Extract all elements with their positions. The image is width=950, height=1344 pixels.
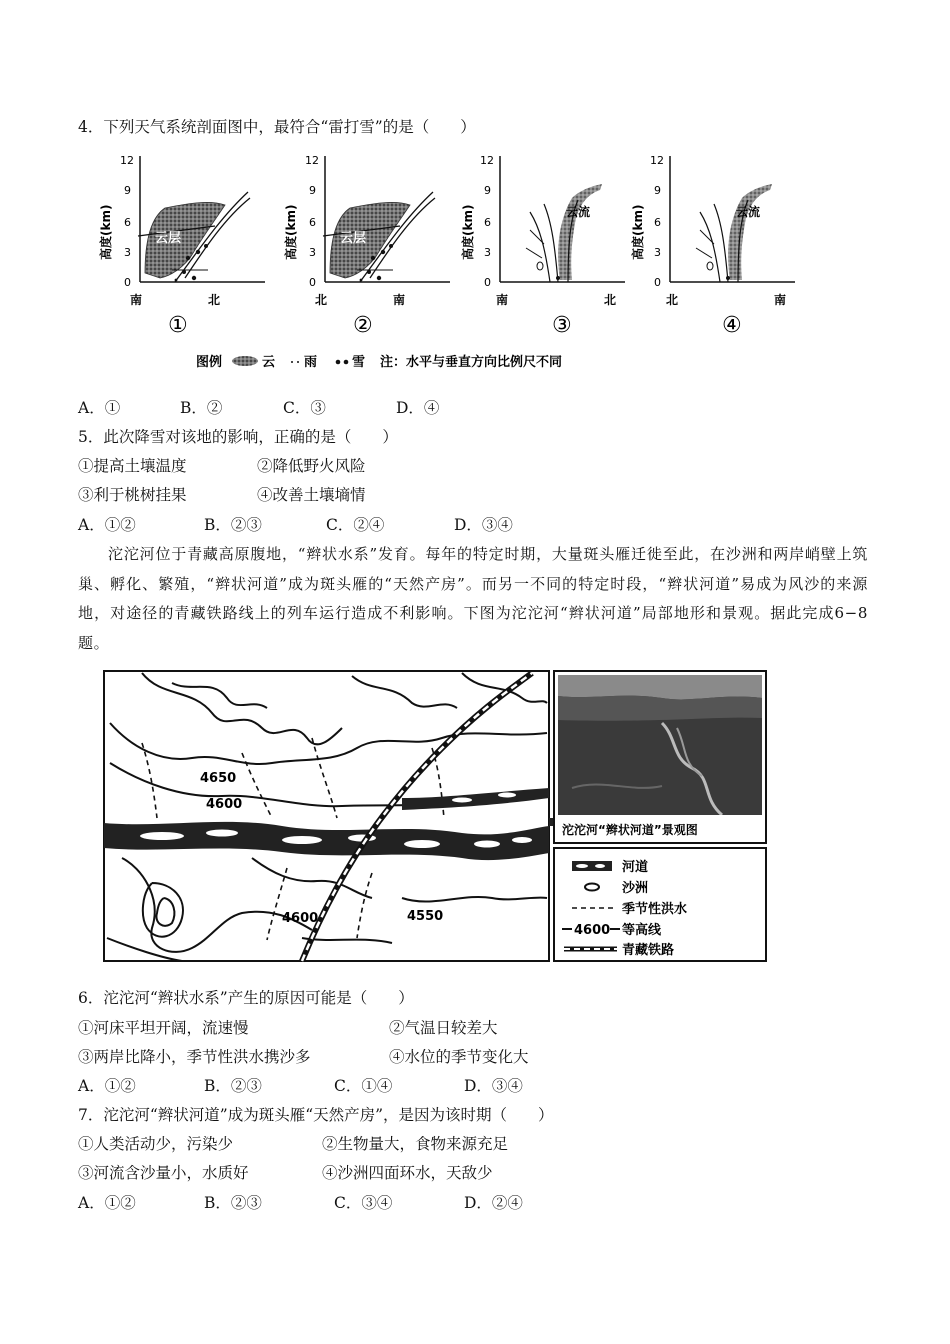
passage-text: 沱沱河位于青藏高原腹地，“辫状水系”发育。每年的特定时期，大量斑头雁迁徙至此，在沙洲和两岸峭壁上筑巢、孵化、繁殖，“辫状河道”成为斑头雁的“天然产房”。而另一不同的特定时段，“辫状河道”易成为风沙的来源地，对途径的青藏铁路线上的列车运行造成不利影响。下图为沱沱河“辫状河道”局部地形和景观。据此完成6−8题。 bbox=[78, 545, 868, 652]
q4-option-a: A．① bbox=[78, 399, 121, 417]
y-axis-label: 高度(km) bbox=[284, 204, 298, 260]
cloud-label: 云层 bbox=[340, 231, 367, 246]
landscape-photo bbox=[558, 675, 762, 839]
q6-item-2: ②气温日较差大 bbox=[389, 1019, 498, 1037]
photo-caption: 沱沱河“辫状河道”景观图 bbox=[562, 823, 698, 837]
q5-item-3: ③利于桃树挂果 bbox=[78, 486, 187, 504]
panel-number: ① bbox=[168, 313, 188, 338]
y-tick: 0 bbox=[484, 276, 491, 289]
contour-label: 4600 bbox=[282, 911, 319, 926]
y-tick: 9 bbox=[484, 184, 491, 197]
q7-item-3: ③河流含沙量小，水质好 bbox=[78, 1164, 249, 1182]
q7-option-a: A．①② bbox=[78, 1194, 136, 1212]
panel-number: ③ bbox=[552, 313, 572, 338]
legend-title: 图例 bbox=[196, 355, 223, 370]
y-tick: 3 bbox=[124, 246, 131, 259]
panel-2 bbox=[283, 154, 450, 338]
y-axis-label: 高度(km) bbox=[99, 204, 113, 260]
q5-item-1: ①提高土壤温度 bbox=[78, 457, 187, 475]
y-tick: 0 bbox=[309, 276, 316, 289]
legend-rain: 雨 bbox=[304, 355, 318, 370]
q6-option-a: A．①② bbox=[78, 1077, 136, 1095]
figure-legend bbox=[196, 354, 562, 370]
q6-item-3: ③两岸比降小，季节性洪水携沙多 bbox=[78, 1048, 311, 1066]
q5-option-b: B．②③ bbox=[204, 516, 262, 534]
panel-4 bbox=[630, 154, 795, 338]
y-tick: 6 bbox=[124, 216, 131, 229]
q7-option-b: B．②③ bbox=[204, 1194, 262, 1212]
q5-stem: 5．此次降雪对该地的影响，正确的是（ ） bbox=[78, 428, 398, 446]
q7-item-4: ④沙洲四面环水，天敌少 bbox=[322, 1164, 493, 1182]
legend-sandbar-swatch bbox=[585, 884, 599, 891]
y-tick: 6 bbox=[484, 216, 491, 229]
contour-label: 4650 bbox=[200, 771, 237, 786]
q5-item-4: ④改善土壤墒情 bbox=[257, 486, 366, 504]
legend-note: 注：水平与垂直方向比例尺不同 bbox=[380, 355, 563, 370]
q4-stem: 4．下列天气系统剖面图中，最符合“雷打雪”的是（ ） bbox=[78, 118, 476, 136]
q6-option-b: B．②③ bbox=[204, 1077, 262, 1095]
q7-item-1: ①人类活动少，污染少 bbox=[78, 1135, 234, 1153]
y-tick: 6 bbox=[654, 216, 661, 229]
q7-item-2: ②生物量大，食物来源充足 bbox=[322, 1135, 509, 1153]
y-tick: 12 bbox=[305, 154, 319, 167]
direction-right: 北 bbox=[208, 293, 221, 307]
y-tick: 3 bbox=[654, 246, 661, 259]
y-tick: 9 bbox=[654, 184, 661, 197]
legend-seasonal: 季节性洪水 bbox=[622, 902, 688, 917]
q7-option-d: D．②④ bbox=[464, 1194, 523, 1212]
direction-left: 北 bbox=[315, 293, 328, 307]
y-tick: 6 bbox=[309, 216, 316, 229]
legend-cloud-swatch bbox=[232, 356, 258, 366]
legend-sandbar: 沙洲 bbox=[622, 881, 649, 896]
cloud-flow-label: 云流 bbox=[736, 205, 761, 219]
direction-right: 南 bbox=[774, 293, 787, 307]
q4-option-b: B．② bbox=[180, 399, 223, 417]
y-axis-label: 高度(km) bbox=[631, 204, 645, 260]
cloud-label: 云层 bbox=[155, 231, 182, 246]
y-tick: 3 bbox=[484, 246, 491, 259]
q5-option-d: D．③④ bbox=[454, 516, 513, 534]
panel-1 bbox=[98, 154, 265, 338]
legend-contour: 等高线 bbox=[622, 923, 662, 938]
direction-left: 南 bbox=[496, 293, 509, 307]
contour-label: 4600 bbox=[206, 797, 243, 812]
y-tick: 12 bbox=[650, 154, 664, 167]
panel-number: ② bbox=[353, 313, 373, 338]
cloud-flow-label: 云流 bbox=[566, 205, 591, 219]
legend-river: 河道 bbox=[622, 860, 649, 875]
y-tick: 0 bbox=[124, 276, 131, 289]
legend-cloud: 云 bbox=[262, 355, 276, 370]
legend-contour-value: 4600 bbox=[574, 923, 611, 938]
direction-left: 南 bbox=[130, 293, 143, 307]
q5-item-2: ②降低野火风险 bbox=[257, 457, 366, 475]
y-tick: 9 bbox=[309, 184, 316, 197]
weather-profile-figure bbox=[90, 148, 860, 378]
direction-right: 南 bbox=[393, 293, 406, 307]
q5-option-a: A．①② bbox=[78, 516, 136, 534]
q5-option-c: C．②④ bbox=[326, 516, 385, 534]
q4-option-c: C．③ bbox=[283, 399, 326, 417]
q6-option-d: D．③④ bbox=[464, 1077, 523, 1095]
braided-river-map bbox=[102, 668, 770, 966]
q7-stem: 7．沱沱河“辫状河道”成为斑头雁“天然产房”，是因为该时期（ ） bbox=[78, 1106, 554, 1124]
legend-railway: 青藏铁路 bbox=[622, 943, 675, 958]
q6-stem: 6．沱沱河“辫状水系”产生的原因可能是（ ） bbox=[78, 989, 414, 1007]
q6-item-1: ①河床平坦开阔，流速慢 bbox=[78, 1019, 249, 1037]
direction-left: 北 bbox=[666, 293, 679, 307]
y-tick: 12 bbox=[120, 154, 134, 167]
y-tick: 9 bbox=[124, 184, 131, 197]
y-tick: 3 bbox=[309, 246, 316, 259]
y-axis-label: 高度(km) bbox=[461, 204, 475, 260]
y-tick: 0 bbox=[654, 276, 661, 289]
q7-option-c: C．③④ bbox=[334, 1194, 393, 1212]
q4-option-d: D．④ bbox=[396, 399, 440, 417]
panel-number: ④ bbox=[722, 313, 742, 338]
direction-right: 北 bbox=[604, 293, 617, 307]
q6-item-4: ④水位的季节变化大 bbox=[389, 1048, 529, 1066]
legend-snow: 雪 bbox=[352, 355, 366, 370]
q6-option-c: C．①④ bbox=[334, 1077, 393, 1095]
panel-3 bbox=[460, 154, 625, 338]
y-tick: 12 bbox=[480, 154, 494, 167]
contour-label: 4550 bbox=[407, 909, 444, 924]
